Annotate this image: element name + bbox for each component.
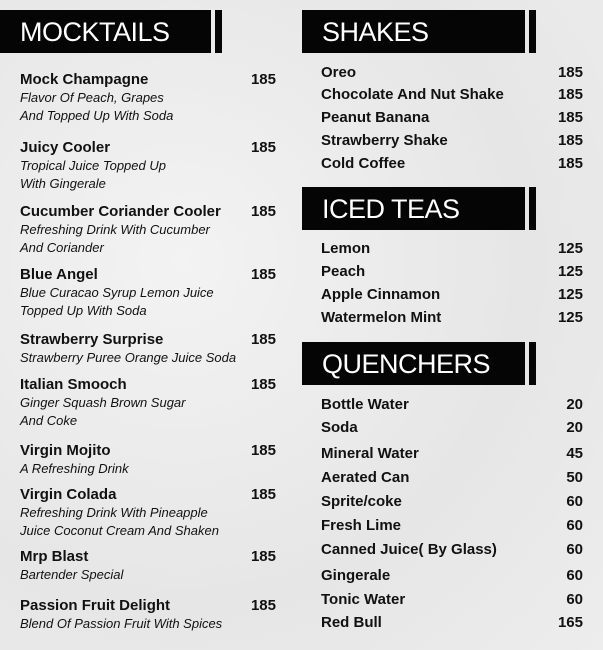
iced-teas-menu-item — [321, 286, 440, 304]
item-description: Juice Coconut Cream And Shaken — [20, 523, 219, 538]
item-price: 60 — [566, 517, 583, 534]
item-name: Cold Coffee — [321, 155, 406, 172]
item-price: 185 — [250, 203, 276, 220]
item-price: 60 — [566, 591, 583, 608]
quenchers-menu-item — [321, 445, 419, 463]
item-name: Juicy Cooler — [20, 139, 111, 156]
item-description: Refreshing Drink With Pineapple — [20, 505, 208, 520]
item-price: 125 — [557, 240, 583, 257]
item-price: 185 — [250, 331, 276, 348]
item-name: Oreo — [321, 64, 357, 81]
iced-teas-header: ICED TEAS — [302, 187, 525, 230]
item-price: 185 — [557, 86, 583, 103]
item-price: 185 — [557, 109, 583, 126]
item-description: Topped Up With Soda — [20, 303, 147, 318]
quenchers-menu-item — [321, 396, 409, 414]
item-name: Chocolate And Nut Shake — [321, 86, 504, 103]
item-name: Virgin Mojito — [20, 442, 111, 459]
item-name: Strawberry Surprise — [20, 331, 164, 348]
mocktails-menu-item — [20, 597, 222, 633]
iced-teas-menu-item — [321, 309, 441, 327]
mocktails-menu-item — [20, 203, 221, 257]
item-description: Refreshing Drink With Cucumber — [20, 222, 210, 237]
mocktails-menu-item — [20, 486, 219, 540]
quenchers-menu-item — [321, 469, 409, 487]
mocktails-menu-item — [20, 548, 123, 584]
iced-teas-menu-item — [321, 240, 370, 258]
shakes-header: SHAKES — [302, 10, 525, 53]
item-price: 60 — [566, 493, 583, 510]
shakes-menu-item — [321, 155, 405, 173]
quenchers-menu-item — [321, 567, 390, 585]
item-description: And Coriander — [20, 240, 104, 255]
item-name: Tonic Water — [321, 591, 406, 608]
item-description: Strawberry Puree Orange Juice Soda — [20, 350, 237, 365]
mocktails-menu-item — [20, 71, 173, 125]
item-name: Sprite/coke — [321, 493, 402, 510]
item-price: 185 — [250, 139, 276, 156]
item-name: Watermelon Mint — [321, 309, 442, 326]
item-price: 185 — [557, 132, 583, 149]
item-price: 125 — [557, 263, 583, 280]
item-name: Red Bull — [321, 614, 382, 631]
item-price: 185 — [250, 442, 276, 459]
shakes-menu-item — [321, 109, 429, 127]
item-price: 185 — [250, 486, 276, 503]
item-name: Mock Champagne — [20, 71, 149, 88]
iced-teas-menu-item — [321, 263, 365, 281]
item-name: Aerated Can — [321, 469, 410, 486]
item-description: Blue Curacao Syrup Lemon Juice — [20, 285, 214, 300]
item-name: Fresh Lime — [321, 517, 402, 534]
mocktails-menu-item — [20, 376, 185, 430]
quenchers-menu-item — [321, 614, 382, 632]
item-name: Lemon — [321, 240, 371, 257]
quenchers-menu-item — [321, 591, 405, 609]
quenchers-menu-item — [321, 493, 402, 511]
item-description: And Coke — [20, 413, 78, 428]
item-price: 60 — [566, 567, 583, 584]
item-price: 125 — [557, 286, 583, 303]
mocktails-menu-item — [20, 442, 129, 478]
item-name: Peach — [321, 263, 366, 280]
item-price: 185 — [557, 155, 583, 172]
mocktails-menu-item — [20, 139, 166, 193]
item-name: Passion Fruit Delight — [20, 597, 171, 614]
item-description: Tropical Juice Topped Up — [20, 158, 166, 173]
mocktails-menu-item — [20, 266, 214, 320]
mocktails-header: MOCKTAILS — [0, 10, 211, 53]
item-name: Cucumber Coriander Cooler — [20, 203, 221, 220]
item-price: 185 — [250, 376, 276, 393]
header-accent-bar — [529, 10, 536, 53]
item-price: 60 — [566, 541, 583, 558]
item-price: 165 — [557, 614, 583, 631]
item-name: Italian Smooch — [20, 376, 127, 393]
item-price: 50 — [566, 469, 583, 486]
item-price: 20 — [566, 419, 583, 436]
item-description: Blend Of Passion Fruit With Spices — [20, 616, 223, 631]
item-name: Mineral Water — [321, 445, 419, 462]
item-price: 45 — [566, 445, 583, 462]
header-accent-bar — [529, 342, 536, 385]
item-price: 185 — [250, 548, 276, 565]
item-name: Canned Juice( By Glass) — [321, 541, 497, 558]
item-name: Strawberry Shake — [321, 132, 448, 149]
item-description: And Topped Up With Soda — [20, 108, 174, 123]
header-accent-bar — [529, 187, 536, 230]
mocktails-menu-item — [20, 331, 236, 367]
item-name: Soda — [321, 419, 358, 436]
item-price: 125 — [557, 309, 583, 326]
quenchers-menu-item — [321, 541, 497, 559]
item-name: Mrp Blast — [20, 548, 89, 565]
shakes-menu-item — [321, 132, 448, 150]
shakes-menu-item — [321, 64, 356, 82]
item-name: Gingerale — [321, 567, 391, 584]
item-price: 185 — [250, 266, 276, 283]
item-name: Virgin Colada — [20, 486, 117, 503]
item-price: 185 — [557, 64, 583, 81]
item-price: 185 — [250, 597, 276, 614]
quenchers-menu-item — [321, 419, 358, 437]
item-name: Bottle Water — [321, 396, 409, 413]
item-price: 20 — [566, 396, 583, 413]
item-name: Blue Angel — [20, 266, 98, 283]
item-description: With Gingerale — [20, 176, 106, 191]
quenchers-menu-item — [321, 517, 401, 535]
header-accent-bar — [215, 10, 222, 53]
item-description: A Refreshing Drink — [20, 461, 129, 476]
item-description: Bartender Special — [20, 567, 124, 582]
item-description: Flavor Of Peach, Grapes — [20, 90, 164, 105]
shakes-menu-item — [321, 86, 504, 104]
item-name: Apple Cinnamon — [321, 286, 441, 303]
quenchers-header: QUENCHERS — [302, 342, 525, 385]
item-name: Peanut Banana — [321, 109, 430, 126]
item-description: Ginger Squash Brown Sugar — [20, 395, 186, 410]
item-price: 185 — [250, 71, 276, 88]
